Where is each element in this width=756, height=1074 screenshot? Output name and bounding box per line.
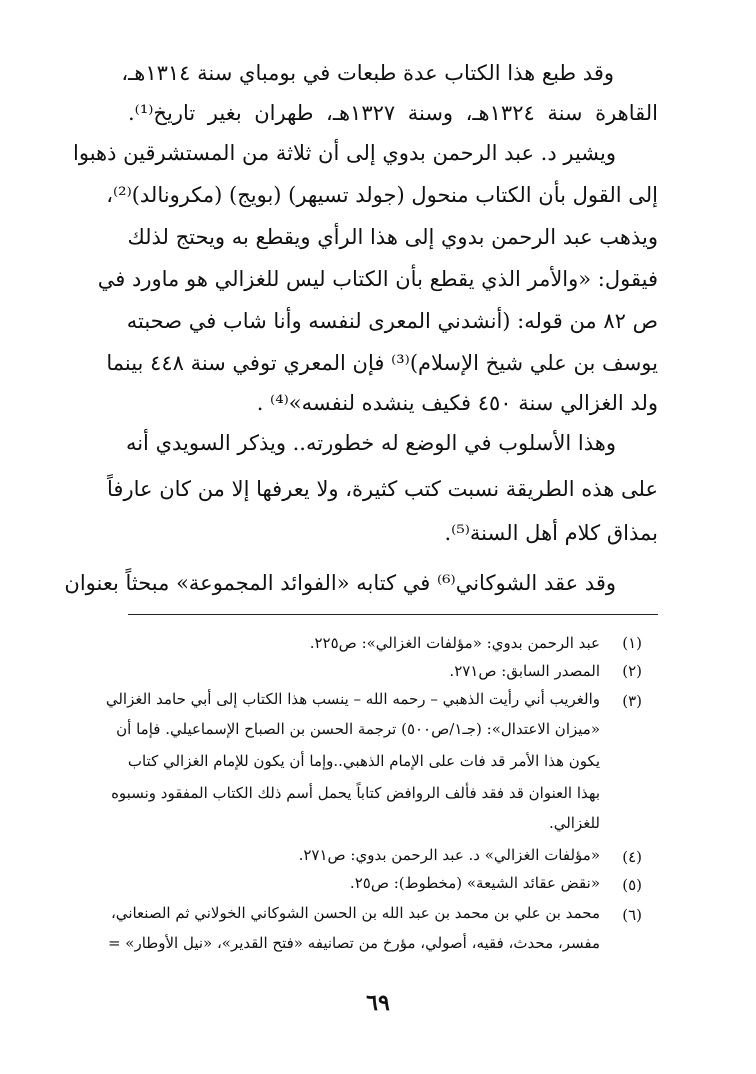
footnote-line: «نقض عقائد الشيعة» (مخطوط): ص٢٥. (349, 874, 600, 892)
footnote-number: (٦) (622, 906, 642, 924)
footnote-line: المصدر السابق: ص٢٧١. (449, 662, 600, 680)
body-line: على هذه الطريقة نسبت كتب كثيرة، ولا يعرفها إلا من كان عارفاً (107, 477, 658, 501)
footnote-number: (٣) (622, 692, 642, 710)
footnote-number: (٥) (622, 876, 642, 894)
body-line: القاهرة سنة ١٣٢٤هـ، وسنة ١٣٢٧هـ، طهران بغير تاريخ⁽¹⁾. (128, 101, 659, 125)
footnote-line: مفسر، محدث، فقيه، أصولي، مؤرخ من تصانيفه «فتح القدير»، «نيل الأوطار» = (107, 934, 600, 952)
page-number: ٦٩ (366, 990, 390, 1016)
footnote-line: والغريب أني رأيت الذهبي – رحمه الله – ينسب هذا الكتاب إلى أبي حامد الغزالي (105, 690, 600, 708)
footnote-line: محمد بن علي بن محمد بن عبد الله بن الحسن الشوكاني الخولاني ثم الصنعاني، (110, 904, 600, 922)
body-line: إلى القول بأن الكتاب منحول (جولد تسيهر) (بويج) (مكرونالد)⁽²⁾، (106, 183, 658, 207)
body-line: وهذا الأسلوب في الوضع له خطورته.. ويذكر السويدي أنه (125, 431, 616, 455)
body-line: بمذاق كلام أهل السنة⁽⁵⁾. (444, 521, 658, 545)
body-line: يوسف بن علي شيخ الإسلام)⁽³⁾ فإن المعري توفي سنة ٤٤٨ بينما (106, 351, 658, 375)
body-line: ويشير د. عبد الرحمن بدوي إلى أن ثلاثة من المستشرقين ذهبوا (73, 141, 616, 165)
body-line: فيقول: «والأمر الذي يقطع بأن الكتاب ليس للغزالي هو ماورد في (97, 267, 658, 291)
footnote-line: يكون هذا الأمر قد فات على الإمام الذهبي..وإما أن يكون للإمام الغزالي كتاب (127, 752, 600, 770)
body-line: ولد الغزالي سنة ٤٥٠ فكيف ينشده لنفسه»⁽⁴⁾ . (256, 391, 658, 415)
footnote-separator (128, 614, 658, 615)
footnote-line: «مؤلفات الغزالي» د. عبد الرحمن بدوي: ص٢٧١. (298, 846, 600, 864)
body-line: وقد طبع هذا الكتاب عدة طبعات في بومباي سنة ١٣١٤هـ، (121, 61, 614, 85)
footnote-number: (١) (622, 634, 642, 652)
footnote-number: (٤) (622, 848, 642, 866)
footnote-line: عبد الرحمن بدوي: «مؤلفات الغزالي»: ص٢٢٥. (309, 634, 600, 652)
body-line: وقد عقد الشوكاني⁽⁶⁾ في كتابه «الفوائد المجموعة» مبحثاً بعنوان (64, 571, 616, 595)
footnote-number: (٢) (622, 662, 642, 680)
footnote-line: للغزالي. (548, 814, 600, 832)
body-line: ويذهب عبد الرحمن بدوي إلى هذا الرأي ويقطع به ويحتج لذلك (127, 225, 658, 249)
body-line: ص ٨٢ من قوله: (أنشدني المعرى لنفسه وأنا شاب في صحبته (126, 309, 658, 333)
footnote-line: بهذا العنوان قد فقد فألف الروافض كتاباً يحمل أسم ذلك الكتاب المفقود ونسبوه (111, 784, 600, 802)
footnote-line: «ميزان الاعتدال»: (جـ١/ص٥٠٠) ترجمة الحسن بن الصباح الإسماعيلي. فإما أن (116, 720, 600, 738)
